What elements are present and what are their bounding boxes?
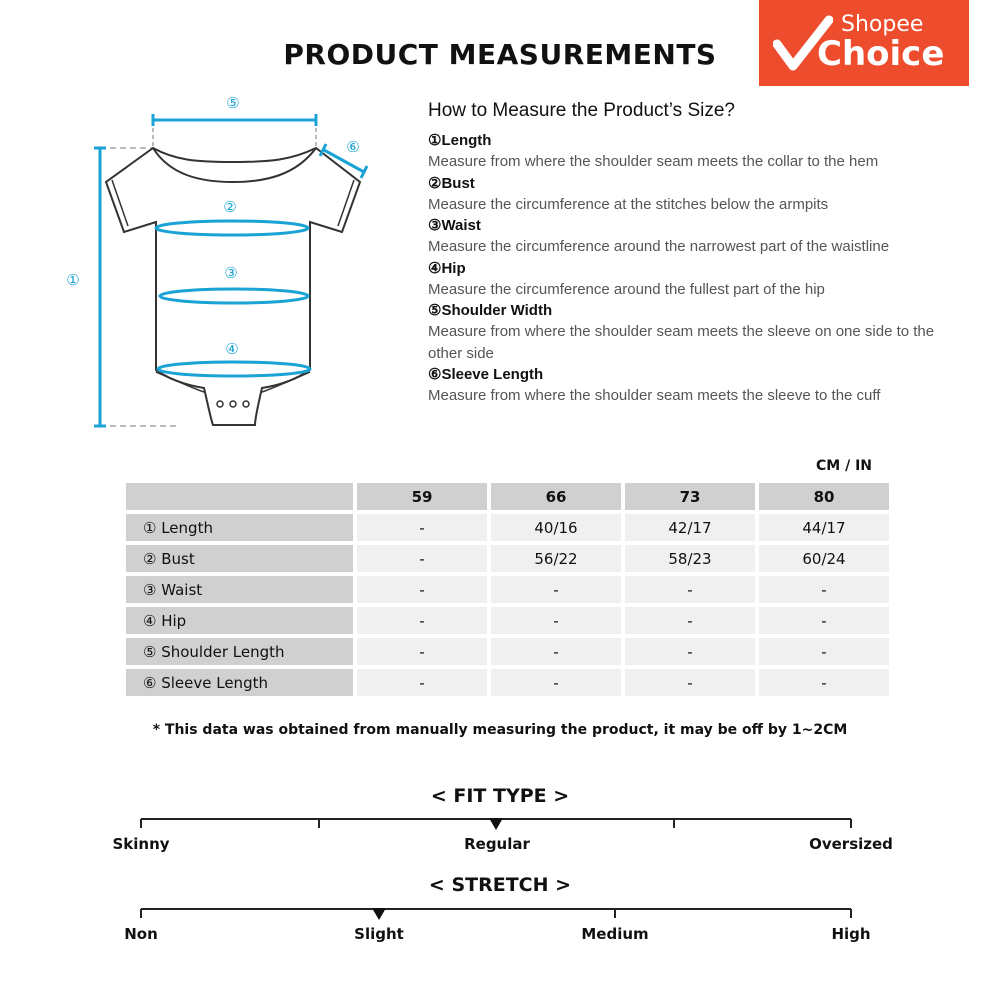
- marker-hip: ④: [225, 340, 239, 358]
- table-cell: -: [357, 545, 487, 572]
- shopee-choice-logo: [759, 0, 969, 86]
- row-label: ④ Hip: [126, 607, 353, 634]
- step-title: ③Waist: [428, 217, 481, 234]
- step-description: Measure from where the shoulder seam meets the sleeve to the cuff: [428, 387, 881, 404]
- fit-selected-marker-icon: [489, 818, 503, 830]
- step-description: Measure the circumference around the narrowest part of the waistline: [428, 238, 890, 255]
- fit-label-oversized: Oversized: [809, 835, 893, 853]
- table-cell: 44/17: [759, 514, 889, 541]
- marker-waist: ③: [224, 264, 238, 282]
- row-label: ② Bust: [126, 545, 353, 572]
- table-cell: -: [357, 576, 487, 603]
- step-title: ⑥Sleeve Length: [428, 366, 544, 383]
- stretch-title: < STRETCH >: [428, 874, 572, 896]
- page-title: PRODUCT MEASUREMENTS: [283, 38, 717, 71]
- fit-type-title: < FIT TYPE >: [430, 785, 570, 807]
- table-cell: -: [625, 638, 755, 665]
- table-cell: -: [491, 576, 621, 603]
- stretch-label-slight: Slight: [354, 925, 404, 943]
- table-cell: -: [491, 638, 621, 665]
- table-cell: 40/16: [491, 514, 621, 541]
- fit-label-skinny: Skinny: [112, 835, 170, 853]
- table-cell: 60/24: [759, 545, 889, 572]
- step-title: ①Length: [428, 132, 492, 149]
- marker-shoulder: ⑤: [226, 94, 240, 112]
- step-title: ④Hip: [428, 259, 466, 277]
- row-label: ⑤ Shoulder Length: [126, 638, 353, 665]
- table-cell: 58/23: [625, 545, 755, 572]
- fit-type-scale: [130, 808, 860, 836]
- table-cell: -: [625, 669, 755, 696]
- size-table: [122, 479, 893, 700]
- table-cell: -: [491, 607, 621, 634]
- table-row: [126, 607, 889, 634]
- how-to-heading: How to Measure the Product’s Size?: [428, 100, 735, 121]
- table-row: [126, 669, 889, 696]
- unit-label: CM / IN: [816, 458, 872, 474]
- logo-brand-main: Choice: [817, 34, 945, 74]
- table-cell: -: [625, 576, 755, 603]
- row-label: ③ Waist: [126, 576, 353, 603]
- row-label: ① Length: [126, 514, 353, 541]
- table-row: [126, 514, 889, 541]
- table-row: [126, 638, 889, 665]
- bodysuit-diagram: [40, 80, 380, 450]
- size-header: 66: [491, 483, 621, 510]
- stretch-label-non: Non: [124, 925, 158, 943]
- table-cell: -: [357, 638, 487, 665]
- step-title: ②Bust: [428, 174, 475, 192]
- step-description: Measure from where the shoulder seam meets the sleeve on one side to the other side: [428, 323, 935, 362]
- table-row: [126, 576, 889, 603]
- logo-brand-top: Shopee: [841, 12, 924, 37]
- row-label: ⑥ Sleeve Length: [126, 669, 353, 696]
- step-title: ⑤Shoulder Width: [428, 302, 553, 319]
- table-cell: -: [357, 607, 487, 634]
- measurement-note: * This data was obtained from manually measuring the product, it may be off by 1~2CM: [152, 722, 848, 738]
- size-header: 59: [357, 483, 487, 510]
- size-header: 73: [625, 483, 755, 510]
- stretch-label-medium: Medium: [581, 925, 649, 943]
- table-cell: 42/17: [625, 514, 755, 541]
- stretch-selected-marker-icon: [372, 908, 386, 920]
- table-cell: -: [491, 669, 621, 696]
- table-cell: -: [759, 576, 889, 603]
- table-cell: -: [759, 607, 889, 634]
- step-description: Measure the circumference around the fullest part of the hip: [428, 280, 825, 298]
- table-cell: -: [759, 638, 889, 665]
- size-header: 80: [759, 483, 889, 510]
- table-corner: [126, 483, 353, 510]
- step-description: Measure the circumference at the stitches below the armpits: [428, 195, 829, 213]
- step-description: Measure from where the shoulder seam meets the collar to the hem: [428, 153, 879, 170]
- marker-length: ①: [66, 271, 80, 289]
- table-cell: -: [759, 669, 889, 696]
- stretch-scale: [130, 898, 860, 926]
- fit-label-regular: Regular: [464, 835, 530, 853]
- table-cell: -: [625, 607, 755, 634]
- table-cell: 56/22: [491, 545, 621, 572]
- marker-bust: ②: [223, 198, 237, 216]
- table-header-row: [126, 483, 889, 510]
- stretch-label-high: High: [831, 925, 871, 943]
- bodysuit-outline: [106, 148, 360, 425]
- table-row: [126, 545, 889, 572]
- table-cell: -: [357, 514, 487, 541]
- marker-sleeve: ⑥: [346, 138, 360, 156]
- how-to-measure-section: [428, 100, 968, 407]
- table-cell: -: [357, 669, 487, 696]
